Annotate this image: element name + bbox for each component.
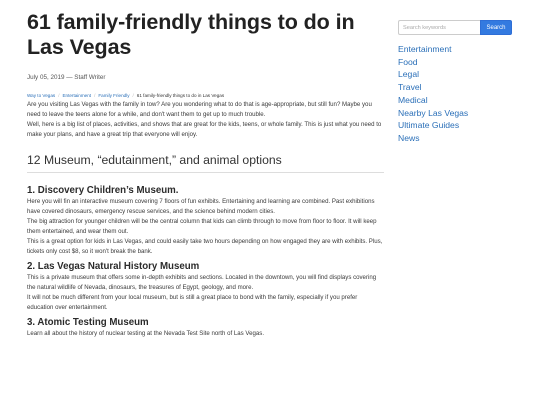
category-link-food[interactable]: Food — [398, 56, 418, 67]
item-paragraph: Here you will fin an interactive museum covering 7 floors of fun exhibits. Entertaining and learning are combined. Past exhibitions have covered dinosaurs, emergency rescue services, and the science behind modern cities. — [27, 198, 375, 215]
page-title: 61 family-friendly things to do in Las Vegas — [27, 10, 355, 59]
sidebar — [398, 20, 514, 145]
category-link-entertainment[interactable]: Entertainment — [398, 44, 452, 54]
category-link-nearby-las-vegas[interactable]: Nearby Las Vegas — [398, 107, 469, 118]
breadcrumb-link-home[interactable]: Way to Vegas — [27, 93, 56, 98]
breadcrumb — [27, 92, 384, 100]
category-link-news[interactable]: News — [398, 132, 420, 143]
item-heading: 2. Las Vegas Natural History Museum — [27, 261, 200, 272]
category-item — [398, 43, 514, 56]
category-link-legal[interactable]: Legal — [398, 69, 420, 80]
category-link-ultimate-guides[interactable]: Ultimate Guides — [398, 120, 460, 131]
breadcrumb-current: 61 family-friendly things to do in Las Vegas — [136, 93, 225, 98]
category-item — [398, 107, 514, 120]
item-heading: 1. Discovery Children’s Museum. — [27, 185, 179, 196]
category-link-medical[interactable]: Medical — [398, 94, 428, 105]
breadcrumb-link-family-friendly[interactable]: Family Friendly — [98, 93, 130, 98]
item-paragraph: This is a great option for kids in Las Vegas, and could easily take two hours depending on how engaged they are with exhibits. Plus, tickets only cost $8, so it won't break the bank. — [27, 238, 383, 255]
category-link-travel[interactable]: Travel — [398, 82, 422, 93]
category-item — [398, 94, 514, 107]
section-heading: 12 Museum, “edutainment,” and animal options — [27, 152, 384, 173]
intro-paragraph: Are you visiting Las Vegas with the family in tow? Are you wondering what to do that is age-appropriate, but still fun? Maybe you need to leave the teens alone for a while, and don't want them to get up to much trouble. — [27, 101, 372, 118]
category-item — [398, 132, 514, 145]
search-button[interactable]: Search — [480, 20, 512, 35]
article — [27, 10, 384, 339]
intro-paragraph: Well, here is a big list of places, activities, and shows that are great for the kids, teens, or whole family. This is just what you need to make your plans, and have a great trip that everyone will enjoy. — [27, 121, 382, 138]
breadcrumb-separator: / — [94, 93, 96, 98]
breadcrumb-separator: / — [58, 93, 60, 98]
category-list — [398, 43, 514, 145]
category-item — [398, 56, 514, 69]
search-form — [398, 20, 514, 35]
item-paragraph: It will not be much different from your local museum, but is still a great place to bond with the family, especially if you prefer education over entertainment. — [27, 294, 358, 311]
category-item — [398, 81, 514, 94]
breadcrumb-separator: / — [132, 93, 134, 98]
search-input[interactable] — [398, 20, 480, 35]
article-meta: July 05, 2019 — Staff Writer — [27, 74, 106, 81]
breadcrumb-link-entertainment[interactable]: Entertainment — [62, 93, 92, 98]
category-item — [398, 68, 514, 81]
category-item — [398, 119, 514, 132]
item-heading: 3. Atomic Testing Museum — [27, 317, 149, 328]
item-paragraph: Learn all about the history of nuclear testing at the Nevada Test Site north of Las Vegas. — [27, 330, 265, 337]
item-paragraph: This is a private museum that offers some in-depth exhibits and sections. Located in the downtown, you will find displays covering the natural wildlife of Nevada, dinosaurs, the treasures of Egypt, geology, and more. — [27, 274, 377, 291]
item-paragraph: The big attraction for younger children will be the central column that kids can climb through to move from floor to floor. It will keep them entertained, and wear them out. — [27, 218, 377, 235]
